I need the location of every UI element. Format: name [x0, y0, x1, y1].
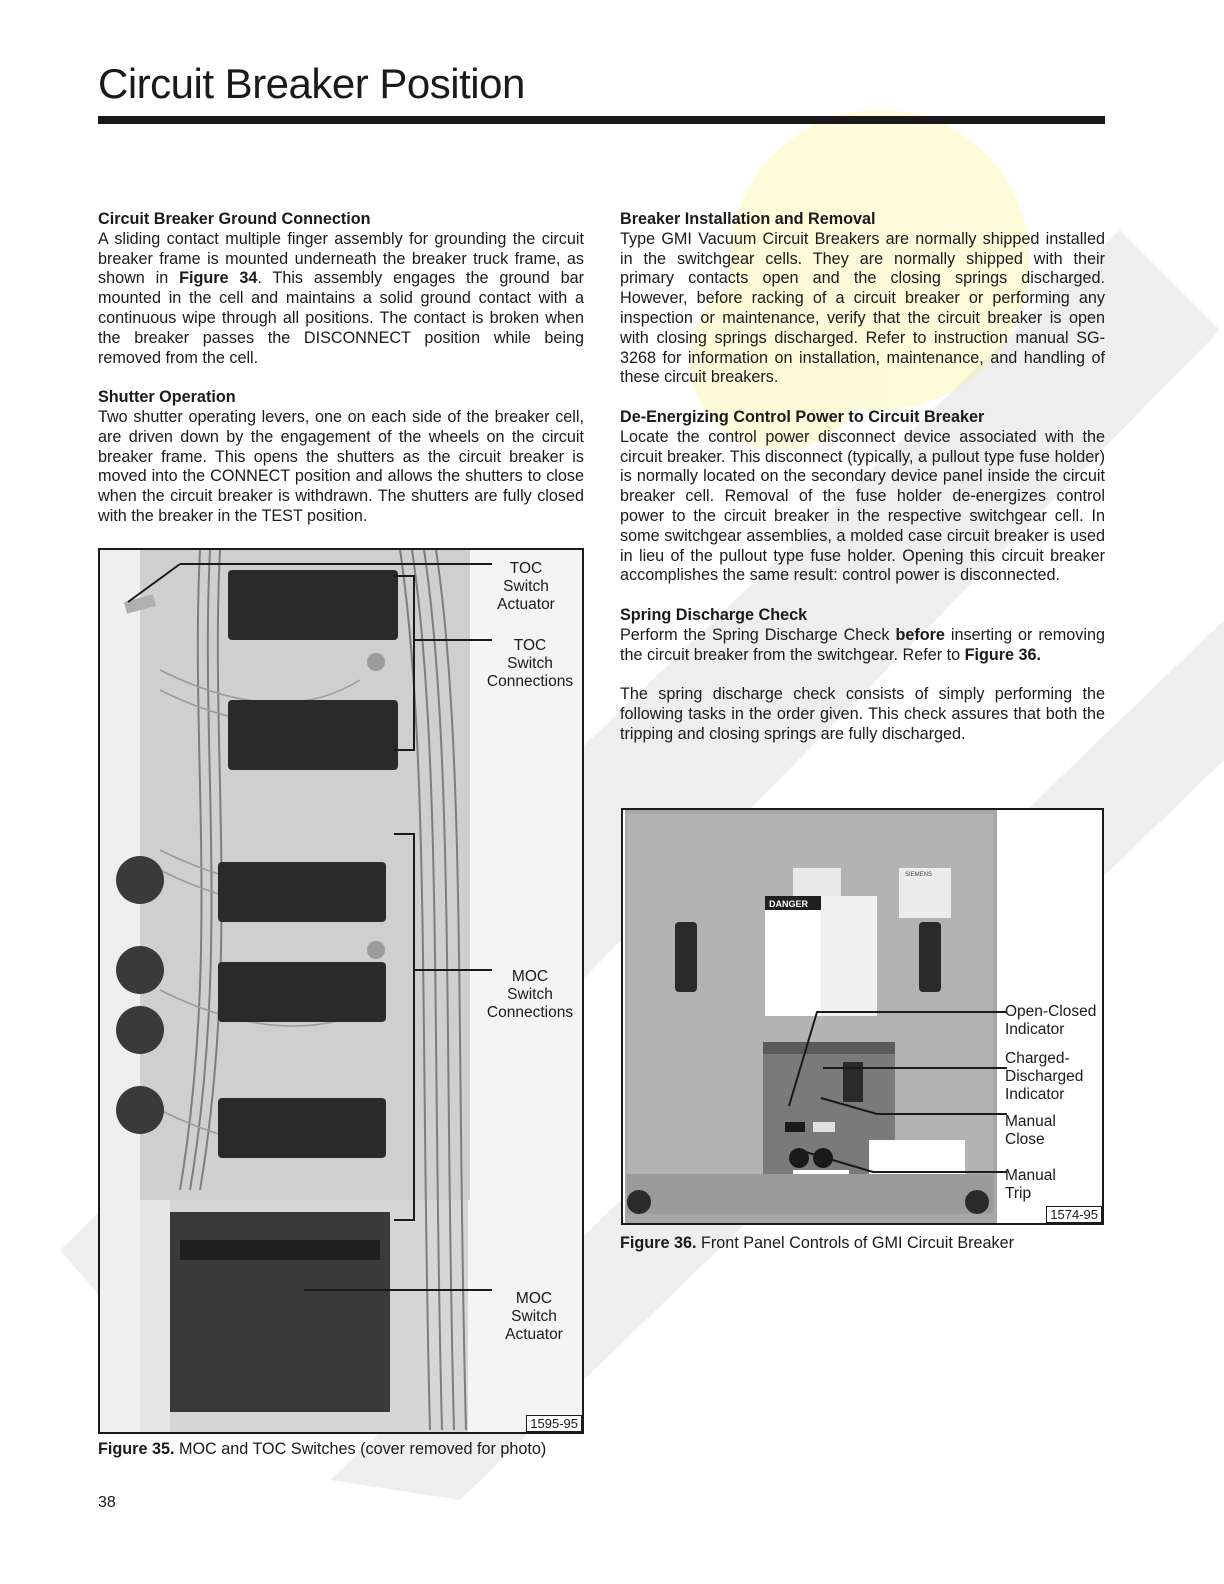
callout-line: Switch	[511, 1308, 557, 1325]
page-number: 38	[98, 1494, 116, 1511]
section-body	[620, 626, 1105, 666]
body-text: . This assembly engages the ground bar mounted in the cell and maintains a solid ground contact with a continuous wipe through all positions. The contact is broken when the breaker passes the DISCONNECT position while being removed from the cell.	[98, 269, 584, 367]
left-column	[98, 210, 584, 547]
callout-line: Open-Closed	[1005, 1003, 1097, 1020]
callout-line: Switch	[507, 655, 553, 672]
section-body: Two shutter operating levers, one on each side of the breaker cell, are driven down by the engagement of the wheels on the circuit breaker frame. This opens the shutters as the circuit breaker is moved into the CONNECT position and allows the shutters to close when the circuit breaker is withdrawn. The shutters are fully closed with the breaker in the TEST position.	[98, 407, 584, 525]
section-heading: Breaker Installation and Removal	[620, 210, 876, 228]
callout-line: Indicator	[1005, 1086, 1065, 1103]
section-installation-removal	[620, 210, 1105, 388]
section-body: Locate the control power disconnect device associated with the circuit breaker. This disconnect (typically, a pullout type fuse holder) is normally located on the secondary device panel inside the circuit breaker cell. Removal of the fuse holder de-energizes control power to the circuit breaker in the respective switchgear cell. In some switchgear assemblies, a molded case circuit breaker is used in lieu of the pullout type fuse holder. Opening this circuit breaker accomplishes the same result: control power is disconnected.	[620, 427, 1105, 585]
brand-label-text: SIEMENS	[905, 872, 933, 878]
section-heading: Shutter Operation	[98, 388, 236, 407]
section-body: Type GMI Vacuum Circuit Breakers are normally shipped installed in the switchgear cells. They are normally shipped with their primary contacts open and the closing springs discharged. However, before racking of a circuit breaker or performing any inspection or maintenance, verify that the circuit breaker is open with closing springs discharged. Refer to instruction manual SG-3268 for information on installation, maintenance, and handling of these circuit breakers.	[620, 229, 1105, 387]
figure-36-caption	[620, 1233, 1014, 1253]
page-title: Circuit Breaker Position	[98, 60, 525, 107]
right-column	[620, 210, 1105, 764]
figure-reference: Figure 34	[179, 269, 258, 288]
figure-35	[98, 548, 584, 1434]
figure-reference: Figure 36.	[964, 645, 1042, 664]
emphasis-text: before	[895, 625, 945, 644]
body-text: inserting or removing the circuit breaker from the switchgear. Refer to	[620, 625, 1105, 664]
callout-line: Actuator	[497, 596, 555, 613]
body-text: Perform the Spring Discharge Check	[620, 625, 890, 644]
section-spring-discharge	[620, 606, 1105, 745]
callout-moc-switch-connections	[482, 968, 578, 1022]
callout-open-closed-indicator	[1005, 1003, 1096, 1039]
callout-line: MOC	[511, 968, 549, 985]
callout-line: Actuator	[505, 1326, 563, 1343]
callout-toc-switch-actuator	[486, 560, 566, 614]
caption-label: Figure 36.	[620, 1234, 697, 1252]
section-heading: Circuit Breaker Ground Connection	[98, 210, 371, 228]
photo-number: 1595-95	[526, 1415, 582, 1432]
callout-line: Manual	[1005, 1113, 1056, 1130]
callout-manual-close	[1005, 1113, 1056, 1149]
callout-line: Connections	[486, 1004, 574, 1021]
callout-line: Switch	[503, 578, 549, 595]
figure-36	[621, 808, 1104, 1225]
callout-line: Charged-	[1005, 1050, 1070, 1067]
callout-line: MOC	[515, 1290, 553, 1307]
figure-35-caption	[98, 1439, 546, 1459]
section-ground-connection	[98, 210, 584, 368]
section-heading: Spring Discharge Check	[620, 605, 808, 624]
callout-toc-switch-connections	[482, 637, 578, 691]
callout-line: TOC	[513, 637, 547, 654]
section-body: The spring discharge check consists of simply performing the following tasks in the order given. This check assures that both the tripping and closing springs are fully discharged.	[620, 685, 1105, 743]
callout-line: Connections	[486, 673, 574, 690]
section-de-energizing	[620, 408, 1105, 586]
body-text: A sliding contact multiple finger assembly for grounding the circuit breaker frame is mounted underneath the breaker truck frame, as shown in	[98, 229, 584, 288]
section-heading: De-Energizing Control Power to Circuit Breaker	[620, 407, 985, 426]
title-rule	[98, 116, 1105, 124]
callout-moc-switch-actuator	[494, 1290, 574, 1344]
photo-number: 1574-95	[1046, 1206, 1102, 1223]
callout-line: Trip	[1005, 1185, 1032, 1202]
callout-line: TOC	[509, 560, 543, 577]
danger-label-text: DANGER	[769, 899, 809, 909]
callout-line: Discharged	[1005, 1068, 1084, 1085]
caption-text: MOC and TOC Switches (cover removed for photo)	[178, 1440, 547, 1458]
callout-line: Switch	[507, 986, 553, 1003]
callout-line: Manual	[1005, 1167, 1056, 1184]
caption-text: Front Panel Controls of GMI Circuit Breaker	[700, 1234, 1015, 1252]
section-shutter-operation	[98, 388, 584, 527]
callout-manual-trip	[1005, 1167, 1056, 1203]
callout-line: Close	[1005, 1131, 1045, 1148]
caption-label: Figure 35.	[98, 1440, 175, 1458]
section-body	[98, 230, 584, 369]
callout-charged-discharged-indicator	[1005, 1050, 1083, 1104]
callout-line: Indicator	[1005, 1021, 1065, 1038]
